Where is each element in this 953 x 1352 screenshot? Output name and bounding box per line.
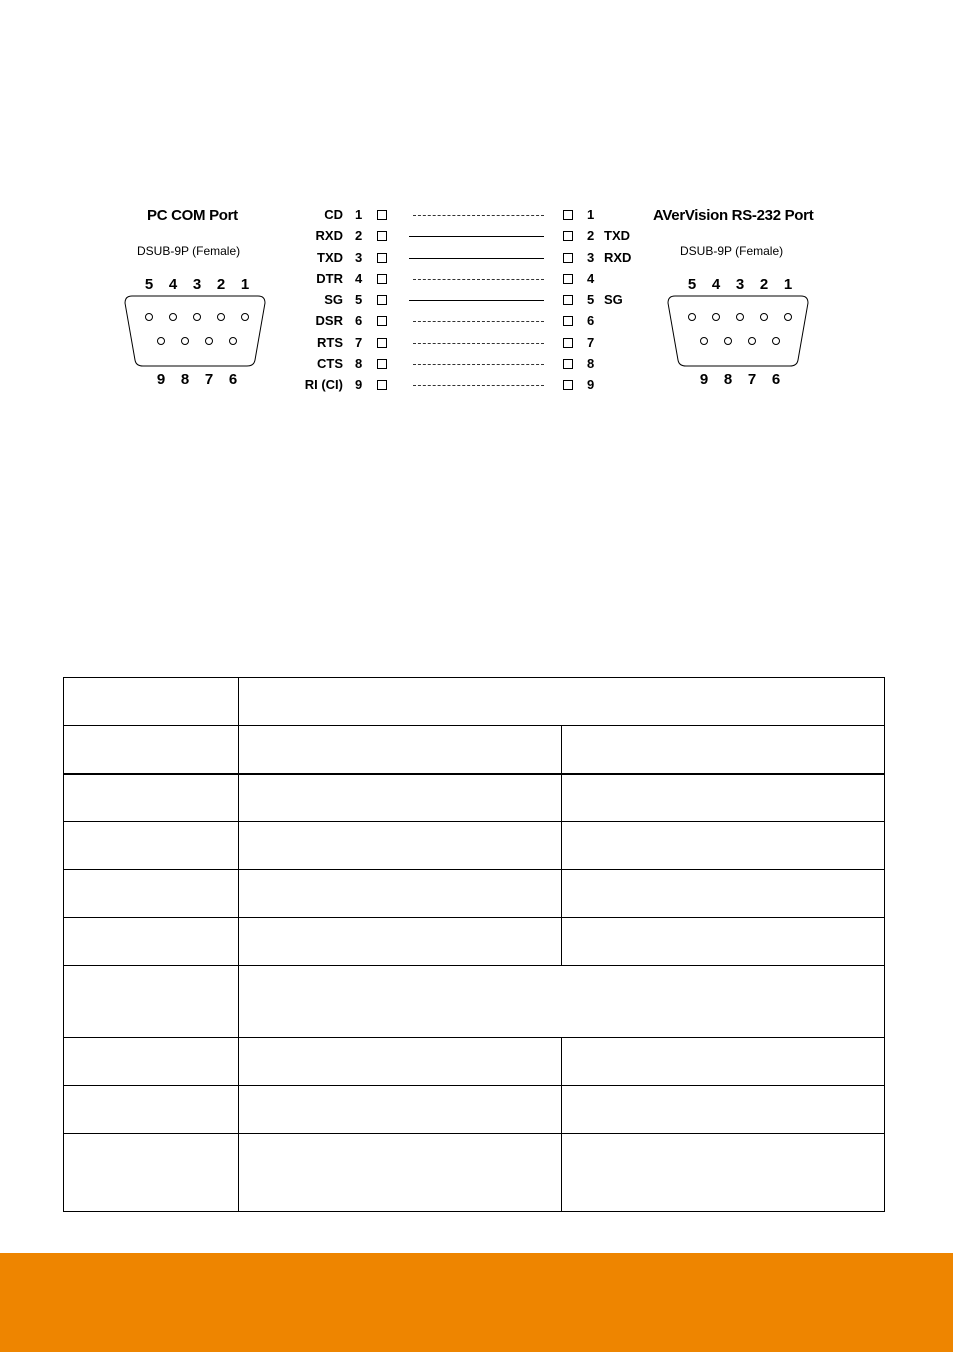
pc-pin-hole bbox=[169, 313, 177, 321]
table-cell bbox=[562, 870, 885, 918]
aver-pin-hole bbox=[712, 313, 720, 321]
table-row bbox=[64, 918, 885, 966]
left-signal-name: RTS bbox=[317, 335, 343, 350]
table-cell bbox=[64, 822, 239, 870]
pc-pin-hole bbox=[193, 313, 201, 321]
left-pin-box bbox=[377, 338, 387, 348]
aver-pin-hole bbox=[724, 337, 732, 345]
table-cell bbox=[239, 966, 885, 1038]
right-pin-box bbox=[563, 253, 573, 263]
table-cell bbox=[64, 1038, 239, 1086]
connected-wire bbox=[409, 236, 544, 237]
aver-pin-label: 7 bbox=[747, 371, 757, 388]
right-pin-number: 3 bbox=[587, 250, 595, 265]
table-cell bbox=[239, 1086, 562, 1134]
table-row bbox=[64, 1038, 885, 1086]
left-pin-number: 9 bbox=[355, 377, 363, 392]
pc-pin-hole bbox=[157, 337, 165, 345]
unconnected-wire bbox=[413, 321, 544, 322]
aver-pin-hole bbox=[700, 337, 708, 345]
pc-pin-label: 2 bbox=[216, 276, 226, 293]
aver-pin-label: 9 bbox=[699, 371, 709, 388]
right-signal-name: TXD bbox=[604, 228, 630, 243]
pc-pin-hole bbox=[145, 313, 153, 321]
left-signal-name: RXD bbox=[315, 228, 343, 243]
left-pin-number: 3 bbox=[355, 250, 363, 265]
table-cell bbox=[64, 678, 239, 726]
right-pin-box bbox=[563, 359, 573, 369]
right-pin-number: 7 bbox=[587, 335, 595, 350]
aver-pin-hole bbox=[760, 313, 768, 321]
table-cell bbox=[64, 774, 239, 822]
aver-connector-shell bbox=[665, 293, 811, 369]
aver-pin-label: 1 bbox=[783, 276, 793, 293]
left-signal-name: CD bbox=[324, 207, 343, 222]
aver-port-title: AVerVision RS-232 Port bbox=[653, 207, 814, 224]
right-signal-name: SG bbox=[604, 292, 623, 307]
table-row bbox=[64, 870, 885, 918]
left-signal-name: TXD bbox=[317, 250, 343, 265]
aver-pin-label: 4 bbox=[711, 276, 721, 293]
pc-pin-hole bbox=[229, 337, 237, 345]
pc-pin-label: 4 bbox=[168, 276, 178, 293]
left-signal-name: SG bbox=[324, 292, 343, 307]
right-pin-box bbox=[563, 231, 573, 241]
table-cell bbox=[562, 774, 885, 822]
left-signal-name: CTS bbox=[317, 356, 343, 371]
table-cell bbox=[562, 1086, 885, 1134]
right-pin-box bbox=[563, 295, 573, 305]
right-pin-box bbox=[563, 316, 573, 326]
right-pin-box bbox=[563, 274, 573, 284]
pc-pin-hole bbox=[217, 313, 225, 321]
unconnected-wire bbox=[413, 385, 544, 386]
right-pin-box bbox=[563, 380, 573, 390]
right-pin-number: 1 bbox=[587, 207, 595, 222]
right-pin-number: 2 bbox=[587, 228, 595, 243]
table-row bbox=[64, 774, 885, 822]
table-cell bbox=[562, 1134, 885, 1212]
right-pin-number: 8 bbox=[587, 356, 595, 371]
left-pin-number: 1 bbox=[355, 207, 363, 222]
aver-pin-label: 2 bbox=[759, 276, 769, 293]
table-cell bbox=[562, 918, 885, 966]
footer-bar bbox=[0, 1253, 953, 1352]
unconnected-wire bbox=[413, 343, 544, 344]
aver-pin-hole bbox=[784, 313, 792, 321]
pc-pin-hole bbox=[241, 313, 249, 321]
table-cell bbox=[239, 918, 562, 966]
table-cell bbox=[239, 726, 562, 774]
pc-pin-label: 3 bbox=[192, 276, 202, 293]
pc-pin-label: 1 bbox=[240, 276, 250, 293]
table-cell bbox=[239, 822, 562, 870]
pc-pin-label: 9 bbox=[156, 371, 166, 388]
pc-pin-label: 5 bbox=[144, 276, 154, 293]
aver-pin-hole bbox=[772, 337, 780, 345]
left-pin-number: 8 bbox=[355, 356, 363, 371]
right-pin-number: 6 bbox=[587, 313, 595, 328]
connected-wire bbox=[409, 258, 544, 259]
table-cell bbox=[64, 918, 239, 966]
table-cell bbox=[239, 1038, 562, 1086]
aver-port-subtitle: DSUB-9P (Female) bbox=[680, 244, 784, 258]
left-pin-box bbox=[377, 380, 387, 390]
aver-pin-label: 8 bbox=[723, 371, 733, 388]
left-signal-name: DTR bbox=[316, 271, 343, 286]
table-cell bbox=[562, 822, 885, 870]
table-cell bbox=[239, 678, 885, 726]
left-signal-name: DSR bbox=[315, 313, 343, 328]
table-cell bbox=[562, 1038, 885, 1086]
left-pin-number: 4 bbox=[355, 271, 363, 286]
left-pin-box bbox=[377, 210, 387, 220]
right-pin-number: 4 bbox=[587, 271, 595, 286]
pc-port-subtitle: DSUB-9P (Female) bbox=[137, 244, 241, 258]
pc-pin-hole bbox=[205, 337, 213, 345]
right-pin-box bbox=[563, 338, 573, 348]
table-row bbox=[64, 1086, 885, 1134]
table-row bbox=[64, 822, 885, 870]
pc-pin-hole bbox=[181, 337, 189, 345]
table-cell bbox=[64, 1086, 239, 1134]
table-cell bbox=[239, 774, 562, 822]
left-pin-box bbox=[377, 274, 387, 284]
unconnected-wire bbox=[413, 215, 544, 216]
aver-pin-hole bbox=[748, 337, 756, 345]
table-row bbox=[64, 678, 885, 726]
table-cell bbox=[239, 870, 562, 918]
left-pin-box bbox=[377, 359, 387, 369]
unconnected-wire bbox=[413, 364, 544, 365]
left-pin-number: 5 bbox=[355, 292, 363, 307]
aver-pin-label: 3 bbox=[735, 276, 745, 293]
pc-connector-shell bbox=[122, 293, 268, 369]
right-pin-box bbox=[563, 210, 573, 220]
pc-port-title: PC COM Port bbox=[147, 207, 238, 224]
right-pin-number: 9 bbox=[587, 377, 595, 392]
table-cell bbox=[64, 870, 239, 918]
spec-table bbox=[63, 677, 885, 1212]
table-cell bbox=[64, 726, 239, 774]
left-pin-box bbox=[377, 295, 387, 305]
aver-pin-hole bbox=[688, 313, 696, 321]
connected-wire bbox=[409, 300, 544, 301]
pc-pin-label: 6 bbox=[228, 371, 238, 388]
table-row bbox=[64, 966, 885, 1038]
left-pin-number: 6 bbox=[355, 313, 363, 328]
unconnected-wire bbox=[413, 279, 544, 280]
table-cell bbox=[64, 966, 239, 1038]
aver-pin-label: 5 bbox=[687, 276, 697, 293]
left-signal-name: RI (CI) bbox=[304, 377, 343, 392]
table-row bbox=[64, 726, 885, 774]
right-pin-number: 5 bbox=[587, 292, 595, 307]
right-signal-name: RXD bbox=[604, 250, 632, 265]
aver-pin-hole bbox=[736, 313, 744, 321]
left-pin-box bbox=[377, 231, 387, 241]
table-cell bbox=[64, 1134, 239, 1212]
aver-pin-label: 6 bbox=[771, 371, 781, 388]
left-pin-box bbox=[377, 253, 387, 263]
left-pin-number: 2 bbox=[355, 228, 363, 243]
pc-pin-label: 7 bbox=[204, 371, 214, 388]
left-pin-box bbox=[377, 316, 387, 326]
pc-pin-label: 8 bbox=[180, 371, 190, 388]
table-cell bbox=[239, 1134, 562, 1212]
table-cell bbox=[562, 726, 885, 774]
table-row bbox=[64, 1134, 885, 1212]
left-pin-number: 7 bbox=[355, 335, 363, 350]
